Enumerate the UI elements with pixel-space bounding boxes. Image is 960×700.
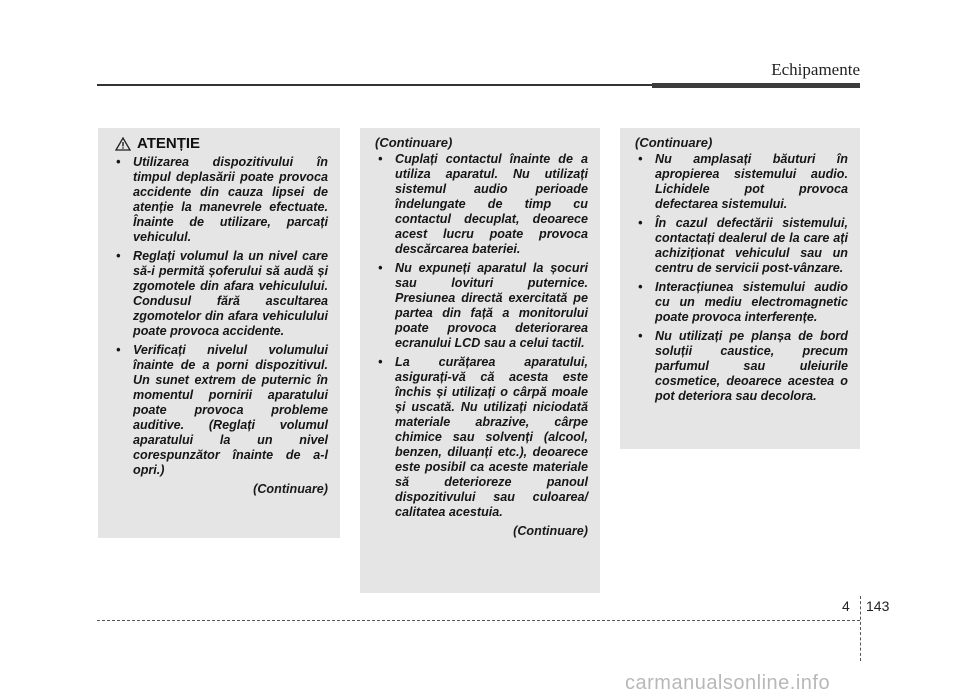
continued-panel-2 (360, 128, 600, 593)
list-item: • În cazul defectării sistemului, contactați dealerul de la care ați achiziționat vehiculul sau un centru de servicii post-vânzare. (638, 216, 848, 275)
warning-title (115, 135, 328, 152)
list-item: • Utilizarea dispozitivului în timpul deplasării poate provoca accidente din cauza lipsei de atenție la manevrele efectuate. Înainte de utilizare, parcați vehiculul. (116, 155, 328, 244)
continued-footer: (Continuare) (513, 524, 588, 538)
watermark: carmanualsonline.info (625, 672, 831, 694)
warning-panel (98, 128, 340, 538)
list-item: • Nu expuneți aparatul la șocuri sau lovituri puternice. Presiunea directă exercitată pe partea din față a monitorului poate provoca deteriorarea ecranului LCD sau a celui tactil. (378, 261, 588, 350)
warning-list-2 (373, 152, 588, 520)
footer-rule (97, 620, 860, 621)
list-item: • Nu amplasați băuturi în apropierea sistemului audio. Lichidele pot provoca defectarea sistemului. (638, 152, 848, 211)
list-item: • Interacțiunea sistemului audio cu un mediu electromagnetic poate provoca interferențe. (638, 280, 848, 324)
page-number: 143 (866, 598, 890, 614)
continued-header: (Continuare) (635, 135, 713, 150)
list-item: • Cuplați contactul înainte de a utiliza aparatul. Nu utilizați sistemul audio perioade îndelungate de timp cu contactul decuplat, deoarece acest lucru poate provoca descărcarea bateriei. (378, 152, 588, 256)
warning-list (111, 155, 328, 478)
warning-list-3 (633, 152, 848, 404)
chapter-number: 4 (842, 598, 850, 614)
list-item: • La curățarea aparatului, asigurați-vă că acesta este închis și utilizați o cârpă moale și uscată. Nu utilizați niciodată materiale abrazive, cârpe chimice sau solvenți (alcool, benzen, diluanți etc.), deoarece este posibil ca aceste materiale să deterioreze panoul dispozitivului sau culoarea/ calitatea acestuia. (378, 355, 588, 519)
footer-divider (860, 596, 861, 661)
list-item: • Nu utilizați pe planșa de bord soluții caustice, precum parfumul sau uleiurile cosmetice, deoarece acestea o pot deteriora sau decolora. (638, 329, 848, 403)
list-item: • Verificați nivelul volumului înainte de a porni dispozitivul. Un sunet extrem de puternic în momentul pornirii aparatului poate provoca probleme auditive. (Reglați volumul aparatului la un nivel corespunzător înainte de a-l opri.) (116, 343, 328, 477)
continued-header: (Continuare) (375, 135, 453, 150)
header-rule-accent (652, 83, 860, 88)
continued-footer: (Continuare) (253, 482, 328, 496)
warning-title-text: ATENȚIE (137, 135, 201, 152)
list-item: • Reglați volumul la un nivel care să-i permită șoferului să audă și zgomotele din afara vehiculului. Condusul fără ascultarea zgomotelor din afara vehiculului poate provoca accidente. (116, 249, 328, 338)
section-title: Echipamente (771, 60, 860, 79)
warning-triangle-icon (115, 137, 131, 151)
continued-panel-3 (620, 128, 860, 449)
